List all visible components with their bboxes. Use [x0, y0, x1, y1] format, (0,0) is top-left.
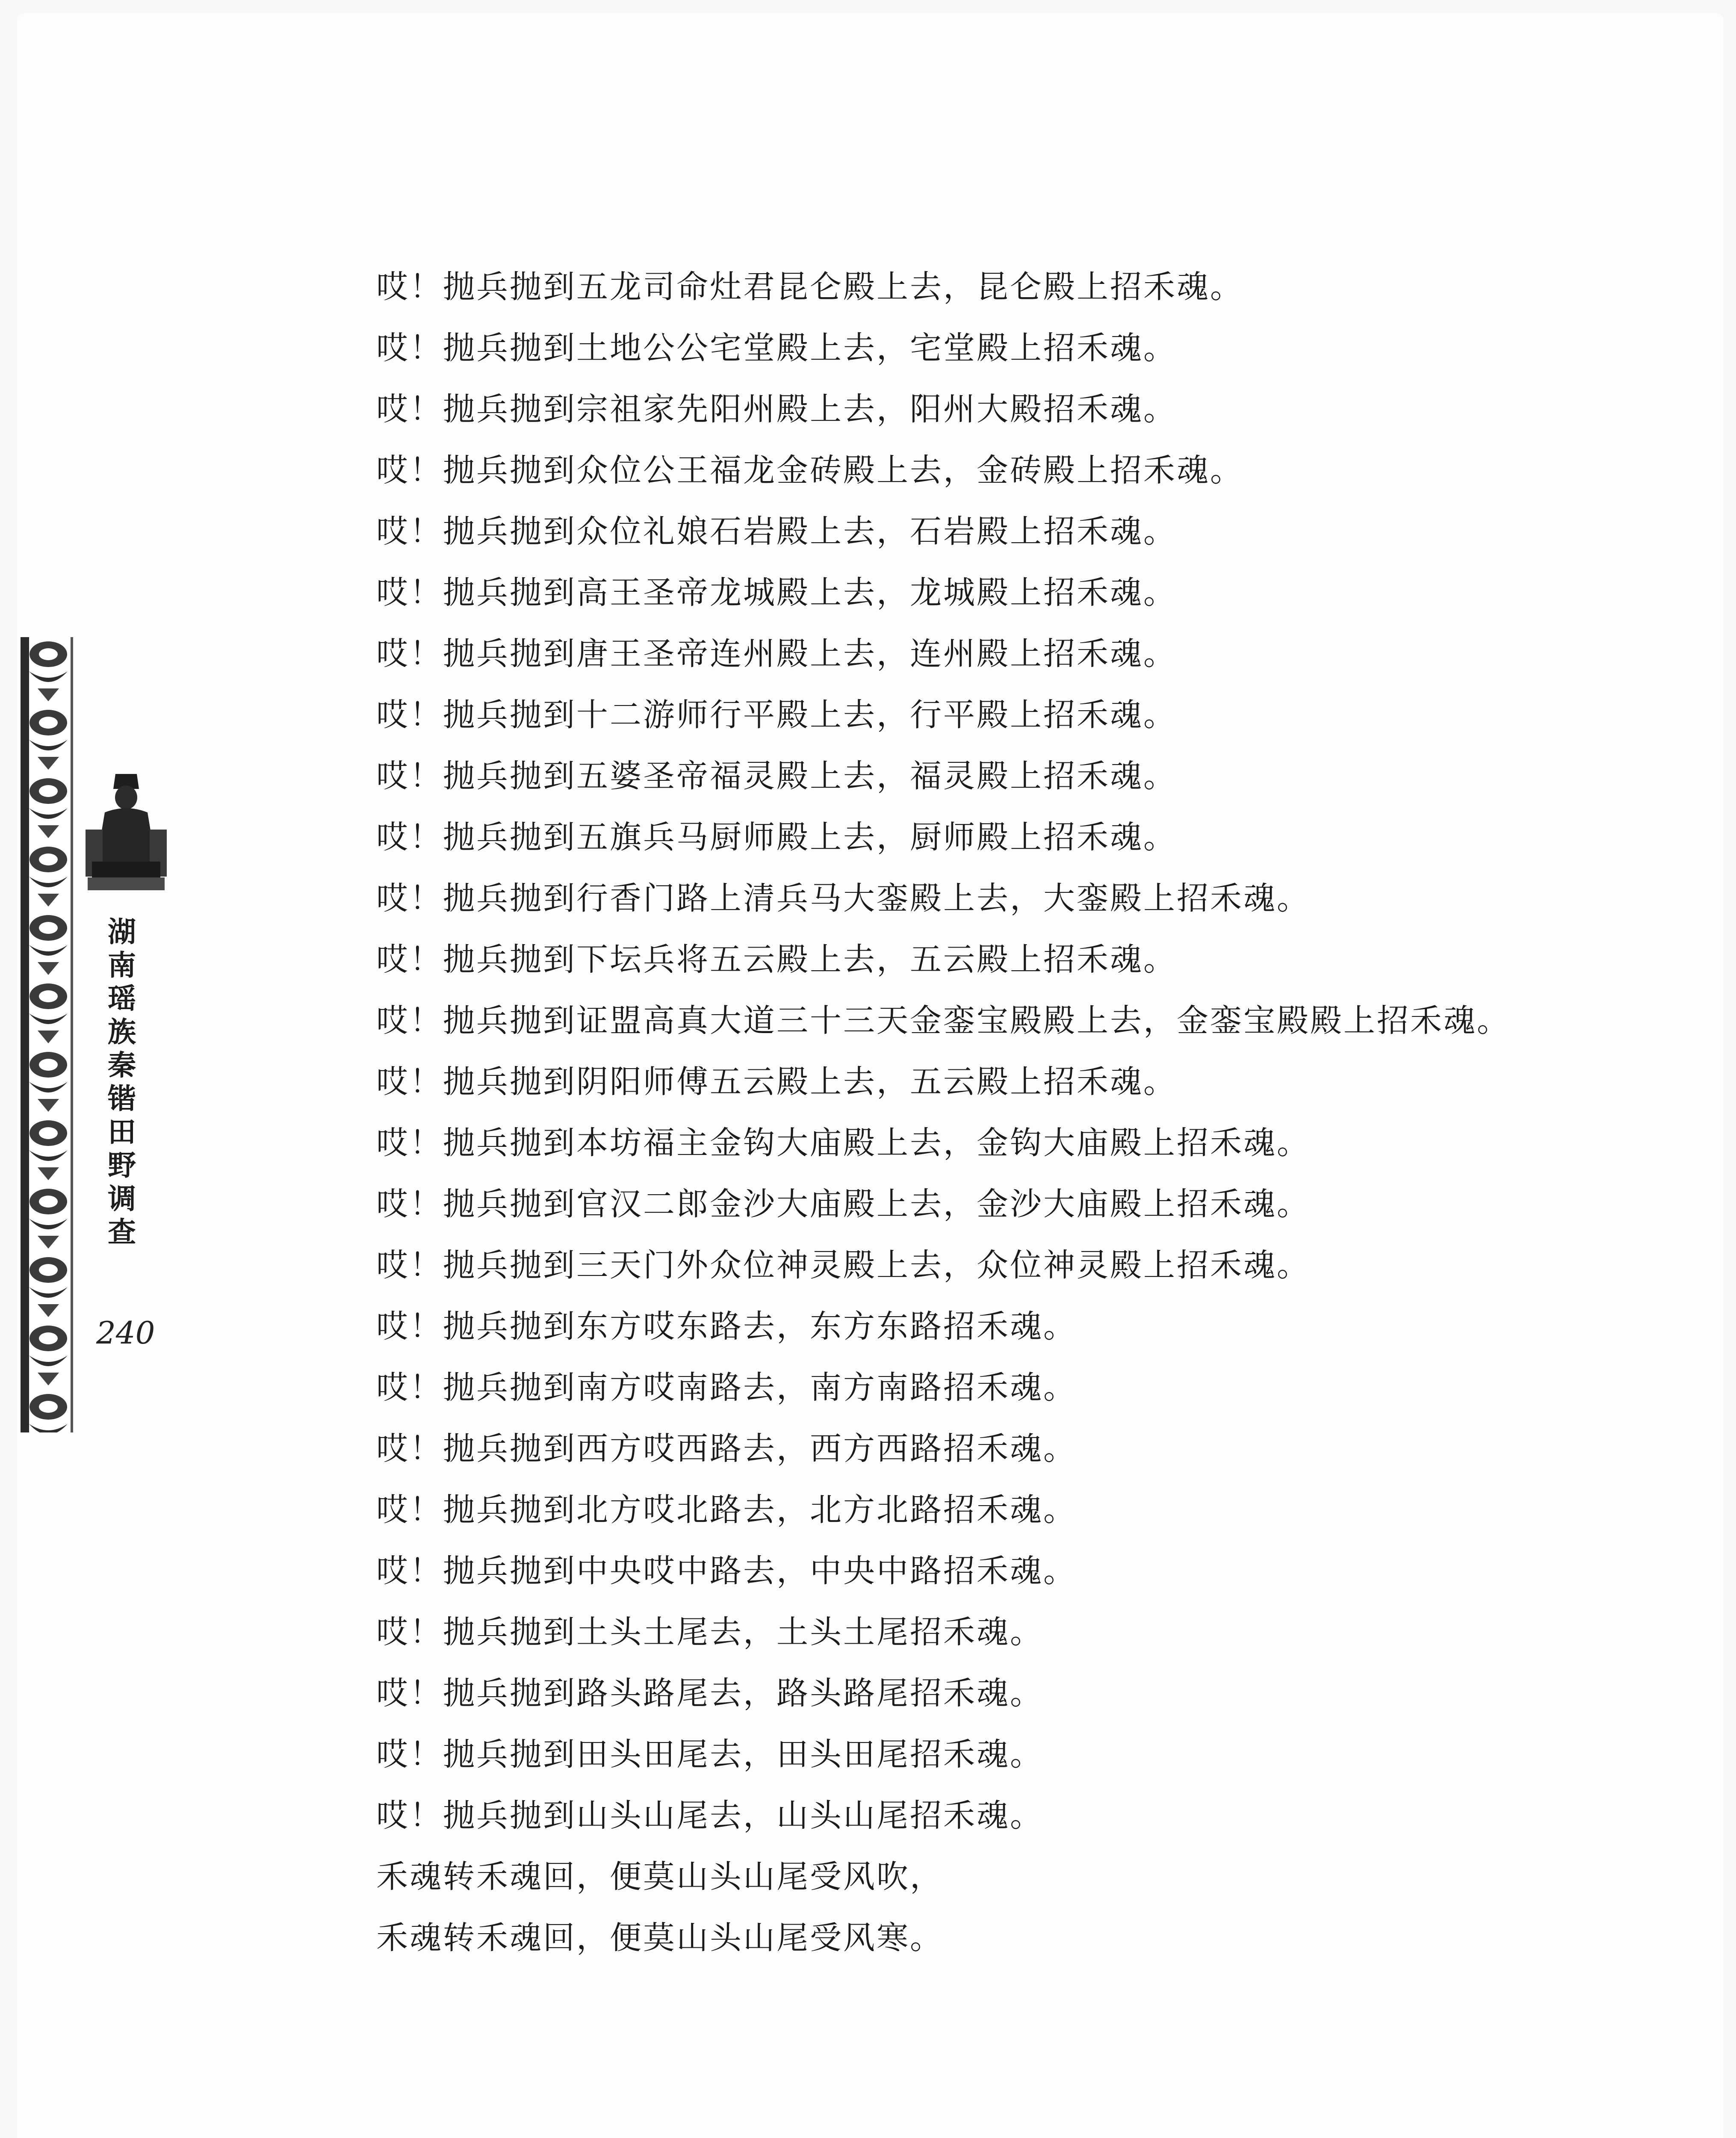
book-title-char: 野 — [108, 1149, 136, 1182]
text-paragraph: 哎！抛兵抛到北方哎北路去，北方北路招禾魂。 — [376, 1491, 1077, 1528]
book-title-char: 族 — [108, 1015, 136, 1048]
text-paragraph: 哎！抛兵抛到路头路尾去，路头路尾招禾魂。 — [376, 1675, 1043, 1712]
text-paragraph: 哎！抛兵抛到南方哎南路去，南方南路招禾魂。 — [376, 1369, 1077, 1406]
book-title-vertical — [100, 915, 143, 1249]
text-paragraph: 哎！抛兵抛到土地公公宅堂殿上去，宅堂殿上招禾魂。 — [376, 330, 1177, 366]
text-paragraph: 哎！抛兵抛到行香门路上清兵马大銮殿上去，大銮殿上招禾魂。 — [376, 880, 1310, 917]
text-paragraph: 禾魂转禾魂回，便莫山头山尾受风吹， — [376, 1858, 943, 1895]
book-title-char: 田 — [108, 1115, 136, 1149]
book-title-char: 瑶 — [108, 982, 136, 1015]
text-paragraph: 哎！抛兵抛到阴阳师傅五云殿上去，五云殿上招禾魂。 — [376, 1063, 1177, 1100]
text-paragraph: 哎！抛兵抛到宗祖家先阳州殿上去，阳州大殿招禾魂。 — [376, 391, 1177, 428]
text-paragraph: 哎！抛兵抛到官汉二郎金沙大庙殿上去，金沙大庙殿上招禾魂。 — [376, 1186, 1310, 1223]
book-title-char: 锴 — [108, 1082, 136, 1115]
text-paragraph: 哎！抛兵抛到山头山尾去，山头山尾招禾魂。 — [376, 1797, 1043, 1834]
text-paragraph: 哎！抛兵抛到五婆圣帝福灵殿上去，福灵殿上招禾魂。 — [376, 758, 1177, 794]
text-paragraph: 哎！抛兵抛到下坛兵将五云殿上去，五云殿上招禾魂。 — [376, 941, 1177, 978]
text-paragraph: 哎！抛兵抛到本坊福主金钩大庙殿上去，金钩大庙殿上招禾魂。 — [376, 1125, 1310, 1161]
decorative-border-band — [21, 637, 76, 1432]
book-title-char: 调 — [108, 1182, 136, 1215]
text-paragraph: 哎！抛兵抛到证盟高真大道三十三天金銮宝殿殿上去，金銮宝殿殿上招禾魂。 — [376, 1002, 1510, 1039]
text-paragraph: 哎！抛兵抛到五旗兵马厨师殿上去，厨师殿上招禾魂。 — [376, 819, 1177, 856]
text-paragraph: 哎！抛兵抛到中央哎中路去，中央中路招禾魂。 — [376, 1553, 1077, 1589]
text-paragraph: 哎！抛兵抛到西方哎西路去，西方西路招禾魂。 — [376, 1430, 1077, 1467]
text-paragraph: 哎！抛兵抛到东方哎东路去，东方东路招禾魂。 — [376, 1308, 1077, 1345]
text-paragraph: 禾魂转禾魂回，便莫山头山尾受风寒。 — [376, 1919, 943, 1956]
seated-figure-image — [81, 765, 171, 894]
text-paragraph: 哎！抛兵抛到唐王圣帝连州殿上去，连州殿上招禾魂。 — [376, 635, 1177, 672]
book-title-char: 查 — [108, 1215, 136, 1249]
text-paragraph: 哎！抛兵抛到高王圣帝龙城殿上去，龙城殿上招禾魂。 — [376, 574, 1177, 611]
text-paragraph: 哎！抛兵抛到五龙司命灶君昆仑殿上去，昆仑殿上招禾魂。 — [376, 269, 1243, 305]
main-text — [299, 257, 1539, 1969]
text-paragraph: 哎！抛兵抛到三天门外众位神灵殿上去，众位神灵殿上招禾魂。 — [376, 1247, 1310, 1284]
page-number: 240 — [96, 1315, 155, 1351]
book-title-char: 南 — [108, 948, 136, 982]
text-paragraph: 哎！抛兵抛到土头土尾去，土头土尾招禾魂。 — [376, 1614, 1043, 1651]
book-title-char: 秦 — [108, 1048, 136, 1082]
book-title-char: 湖 — [108, 915, 136, 948]
text-paragraph: 哎！抛兵抛到众位公王福龙金砖殿上去，金砖殿上招禾魂。 — [376, 452, 1243, 489]
text-paragraph: 哎！抛兵抛到十二游师行平殿上去，行平殿上招禾魂。 — [376, 697, 1177, 733]
text-paragraph: 哎！抛兵抛到众位礼娘石岩殿上去，石岩殿上招禾魂。 — [376, 513, 1177, 550]
text-paragraph: 哎！抛兵抛到田头田尾去，田头田尾招禾魂。 — [376, 1736, 1043, 1773]
